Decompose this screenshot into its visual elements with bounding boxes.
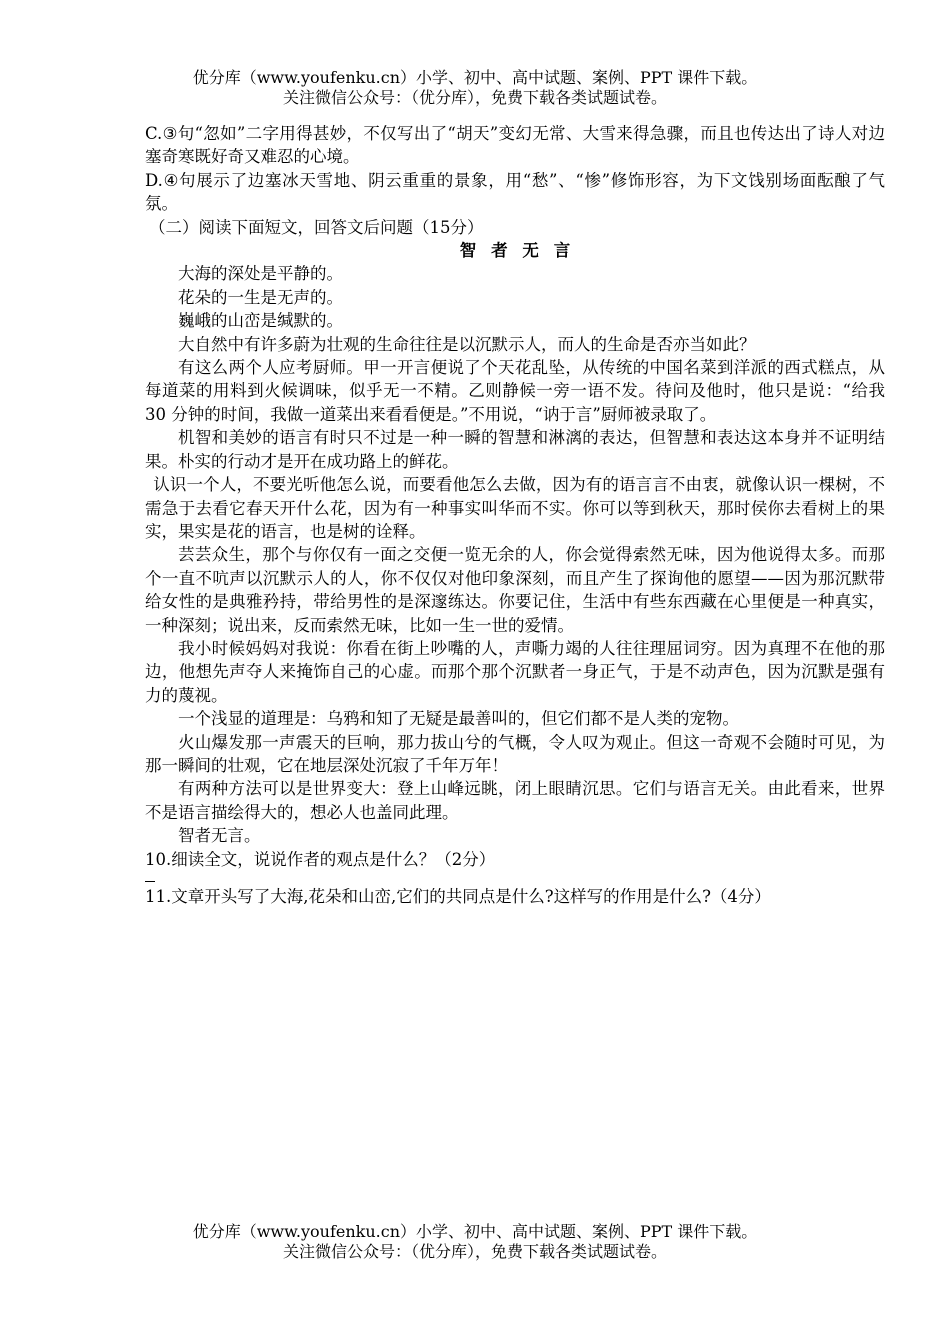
article-paragraph: 芸芸众生，那个与你仅有一面之交便一览无余的人，你会觉得索然无味，因为他说得太多。而那个一直不吭声以沉默示人的人，你不仅仅对他印象深刻，而且产生了探询他的愿望——因为那沉默带给女性的是典雅矜持，带给男性的是深邃练达。你要记住，生活中有些东西藏在心里便是一种真实，一种深刻；说出来，反而索然无味，比如一生一世的爱情。 bbox=[145, 545, 885, 635]
document-body bbox=[145, 122, 885, 908]
answer-line bbox=[145, 871, 155, 882]
question-11: 11.文章开头写了大海,花朵和山峦,它们的共同点是什么?这样写的作用是什么?（4分） bbox=[145, 887, 771, 906]
article-paragraph: 火山爆发那一声震天的巨响，那力拔山兮的气概，令人叹为观止。但这一奇观不会随时可见，为那一瞬间的壮观，它在地层深处沉寂了千年万年！ bbox=[145, 732, 885, 775]
article-paragraph: 巍峨的山峦是缄默的。 bbox=[178, 311, 343, 331]
article-paragraph: 机智和美妙的语言有时只不过是一种一瞬的智慧和淋漓的表达，但智慧和表达这本身并不证明结果。朴实的行动才是开在成功路上的鲜花。 bbox=[145, 428, 885, 471]
article-paragraph: 花朵的一生是无声的。 bbox=[178, 287, 343, 307]
article-paragraph: 认识一个人，不要光听他怎么说，而要看他怎么去做，因为有的语言言不由衷，就像认识一棵树，不需急于去看它春天开什么花，因为有一种事实叫华而不实。你可以等到秋天，那时侯你去看树上的果实，果实是花的语言，也是树的诠释。 bbox=[145, 475, 885, 541]
question-10: 10.细读全文，说说作者的观点是什么？（2分） bbox=[145, 849, 496, 869]
article-paragraph: 智者无言。 bbox=[178, 826, 261, 846]
page-header bbox=[0, 68, 950, 108]
article-paragraph: 我小时候妈妈对我说：你看在街上吵嘴的人，声嘶力竭的人往往理屈词穷。因为真理不在他的那边，他想先声夺人来掩饰自己的心虚。而那个那个沉默者一身正气，于是不动声色，因为沉默是强有力的蔑视。 bbox=[145, 638, 885, 705]
article-title: 智者无言 bbox=[459, 241, 586, 261]
section-heading: （二）阅读下面短文，回答文后问题（15分） bbox=[149, 217, 484, 237]
article-paragraph: 大海的深处是平静的。 bbox=[178, 264, 343, 284]
article-paragraph: 有这么两个人应考厨师。甲一开言便说了个天花乱坠，从传统的中国名菜到洋派的西式糕点，从每道菜的用料到火候调味，似乎无一不精。乙则静候一旁一语不发。待问及他时，他只是说：“给我 30 分钟的时间，我做一道菜出来看看便是。”不用说，“讷于言”厨师被录取了。 bbox=[145, 358, 885, 424]
page-footer bbox=[0, 1222, 950, 1262]
footer-line-2: 关注微信公众号：（优分库），免费下载各类试题试卷。 bbox=[282, 1242, 667, 1261]
footer-line-1: 优分库（www.youfenku.cn）小学、初中、高中试题、案例、PPT 课件下载。 bbox=[192, 1222, 758, 1241]
article-paragraph: 一个浅显的道理是：乌鸦和知了无疑是最善叫的，但它们都不是人类的宠物。 bbox=[178, 709, 739, 729]
header-line-2: 关注微信公众号：（优分库），免费下载各类试题试卷。 bbox=[282, 88, 667, 107]
article-paragraph: 有两种方法可以是世界变大：登上山峰远眺，闭上眼睛沉思。它们与语言无关。由此看来，世界不是语言描绘得大的，想必人也盖同此理。 bbox=[145, 779, 885, 822]
article-paragraph: 大自然中有许多蔚为壮观的生命往往是以沉默示人，而人的生命是否亦当如此？ bbox=[178, 334, 756, 354]
option-c: C.③句“忽如”二字用得甚妙，不仅写出了“胡天”变幻无常、大雪来得急骤，而且也传达出了诗人对边塞奇寒既好奇又难忍的心境。 bbox=[145, 124, 885, 167]
header-line-1: 优分库（www.youfenku.cn）小学、初中、高中试题、案例、PPT 课件下载。 bbox=[192, 68, 758, 87]
option-d: D.④句展示了边塞冰天雪地、阴云重重的景象，用“愁”、“惨”修饰形容，为下文饯别场面酝酿了气氛。 bbox=[145, 170, 885, 214]
